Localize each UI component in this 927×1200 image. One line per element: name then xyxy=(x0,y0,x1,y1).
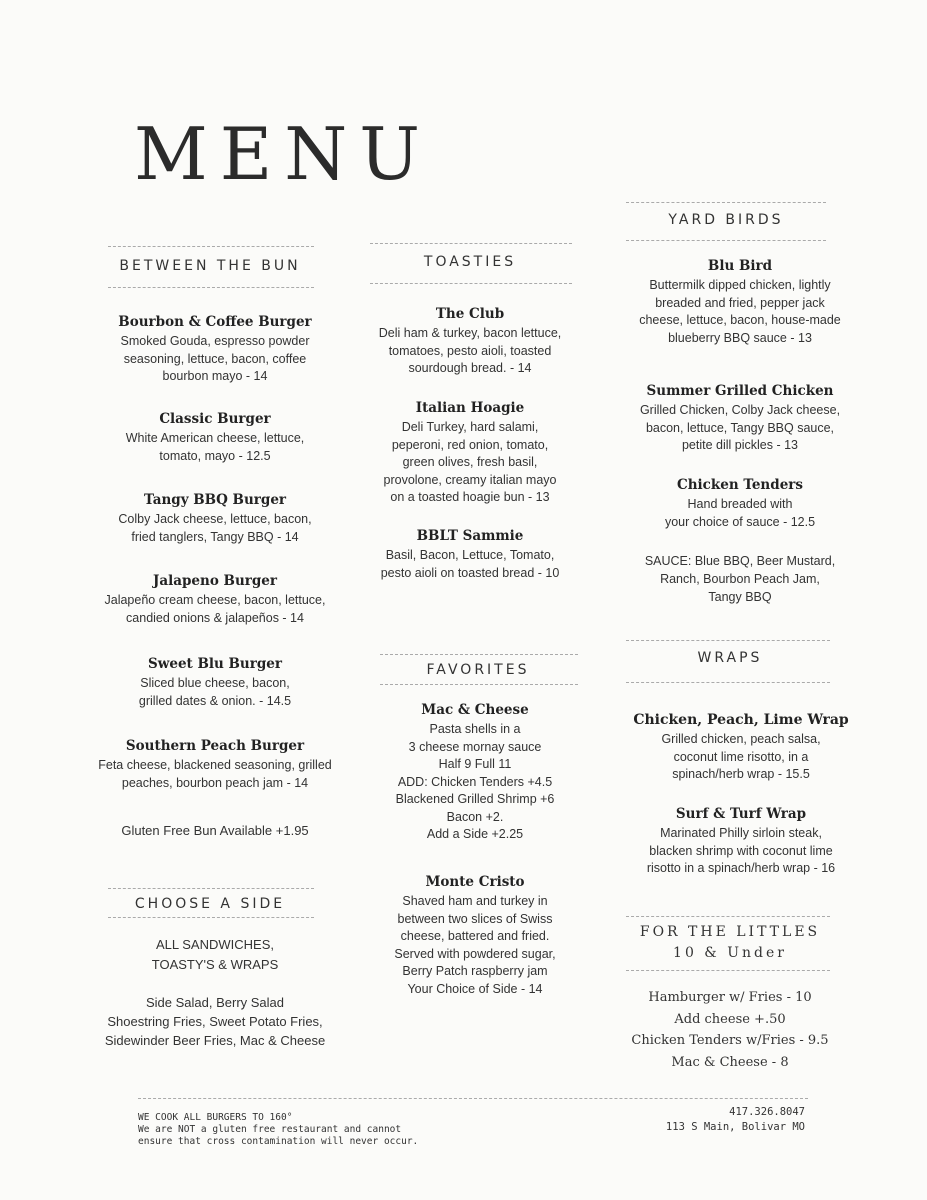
menu-item xyxy=(70,738,360,822)
section-heading-toasties: TOASTIES xyxy=(423,254,517,270)
item-name: Tangy BBQ Burger xyxy=(143,492,287,508)
item-name: Classic Burger xyxy=(159,411,271,427)
divider xyxy=(380,684,578,685)
section-subheading-age: 10 & Under xyxy=(673,945,787,961)
menu-item xyxy=(70,656,360,738)
item-description: Deli Turkey, hard salami, peperoni, red onion, tomato, green olives, fresh basil, provolone, creamy italian mayo on a toasted hoagie bun - 13 xyxy=(383,420,557,504)
footer-phone: 417.326.8047 xyxy=(729,1106,805,1118)
item-description: Smoked Gouda, espresso powder seasoning, lettuce, bacon, coffee bourbon mayo - 14 xyxy=(120,334,310,383)
divider xyxy=(370,243,572,244)
item-description: Grilled Chicken, Colby Jack cheese, bacon, lettuce, Tangy BBQ sauce, petite dill pickles - 13 xyxy=(639,403,841,452)
item-name: BBLT Sammie xyxy=(416,528,524,544)
footer-address: 113 S Main, Bolivar MO xyxy=(665,1121,805,1133)
menu-item xyxy=(610,712,872,806)
item-description: Shaved ham and turkey in between two slices of Swiss cheese, battered and fried. Served with powdered sugar, Berry Patch raspberry jam Your Choice of Side - 14 xyxy=(394,894,556,996)
menu-item xyxy=(70,411,360,492)
menu-item xyxy=(610,806,872,878)
divider xyxy=(626,970,830,971)
section-heading-wraps: WRAPS xyxy=(697,650,763,666)
item-description: Grilled chicken, peach salsa, coconut lime risotto, in a spinach/herb wrap - 15.5 xyxy=(661,732,821,781)
toasties-list xyxy=(345,306,595,582)
footer-divider xyxy=(138,1098,808,1099)
item-name: Chicken, Peach, Lime Wrap xyxy=(633,712,849,728)
menu-item xyxy=(610,477,870,552)
item-name: Chicken Tenders xyxy=(676,477,803,493)
divider xyxy=(108,888,314,889)
divider xyxy=(626,202,826,203)
item-name: Surf & Turf Wrap xyxy=(675,806,807,822)
item-name: Jalapeno Burger xyxy=(152,573,278,589)
divider xyxy=(380,654,578,655)
divider xyxy=(108,246,314,247)
yard-birds-list xyxy=(610,258,870,606)
divider xyxy=(108,917,314,918)
item-description: Buttermilk dipped chicken, lightly breaded and fried, pepper jack cheese, lettuce, bacon, house-made blueberry BBQ sauce - 13 xyxy=(639,278,841,345)
item-description: Colby Jack cheese, lettuce, bacon, fried tanglers, Tangy BBQ - 14 xyxy=(118,512,312,544)
item-description: Feta cheese, blackened seasoning, grilled peaches, bourbon peach jam - 14 xyxy=(98,758,332,790)
between-the-bun-list xyxy=(70,314,360,840)
menu-item xyxy=(70,573,360,656)
divider xyxy=(626,682,830,683)
divider xyxy=(626,240,826,241)
item-name: Southern Peach Burger xyxy=(125,738,305,754)
item-name: Mac & Cheese xyxy=(421,702,529,718)
section-heading-favorites: FAVORITES xyxy=(426,662,530,678)
divider xyxy=(626,640,830,641)
section-heading-yard-birds: YARD BIRDS xyxy=(668,212,784,228)
side-intro: ALL SANDWICHES, TOASTY'S & WRAPS xyxy=(151,937,279,972)
menu-item xyxy=(345,306,595,400)
menu-item xyxy=(70,492,360,573)
item-description: Pasta shells in a 3 cheese mornay sauce Half 9 Full 11 ADD: Chicken Tenders +4.5 Blackened Grilled Shrimp +6 Bacon +2. Add a Side +2.25 xyxy=(395,722,555,841)
menu-item xyxy=(345,528,595,582)
sauce-options: SAUCE: Blue BBQ, Beer Mustard, Ranch, Bourbon Peach Jam, Tangy BBQ xyxy=(644,554,836,604)
item-name: Sweet Blu Burger xyxy=(147,656,283,672)
menu-item xyxy=(70,314,360,411)
wraps-list xyxy=(610,712,872,878)
menu-item xyxy=(345,400,595,528)
item-description: Sliced blue cheese, bacon, grilled dates & onion. - 14.5 xyxy=(138,676,292,708)
divider xyxy=(108,287,314,288)
footer-notice: WE COOK ALL BURGERS TO 160° We are NOT a gluten free restaurant and cannot ensure that cross contamination will never occur. xyxy=(138,1112,419,1147)
item-name: The Club xyxy=(435,306,505,322)
page-title: MENU xyxy=(134,112,432,196)
divider xyxy=(626,916,830,917)
section-heading-between-the-bun: BETWEEN THE BUN xyxy=(119,258,301,274)
item-description: Marinated Philly sirloin steak, blacken shrimp with coconut lime risotto in a spinach/herb wrap - 16 xyxy=(646,826,836,875)
item-name: Bourbon & Coffee Burger xyxy=(118,314,312,330)
item-name: Summer Grilled Chicken xyxy=(646,383,834,399)
menu-item xyxy=(610,258,870,383)
item-name: Monte Cristo xyxy=(425,874,525,890)
menu-item xyxy=(350,702,600,874)
item-name: Blu Bird xyxy=(707,258,773,274)
section-heading-for-the-littles: FOR THE LITTLES xyxy=(639,924,821,940)
divider xyxy=(370,283,572,284)
side-options: Side Salad, Berry Salad Shoestring Fries, Sweet Potato Fries, Sidewinder Beer Fries, Mac & Cheese xyxy=(104,995,326,1048)
item-description: Hand breaded with your choice of sauce - 12.5 xyxy=(664,497,816,529)
menu-item xyxy=(350,874,600,998)
gluten-free-note: Gluten Free Bun Available +1.95 xyxy=(121,823,309,838)
kids-menu-items: Hamburger w/ Fries - 10 Add cheese +.50 Chicken Tenders w/Fries - 9.5 Mac & Cheese - 8 xyxy=(631,990,829,1070)
item-description: Basil, Bacon, Lettuce, Tomato, pesto aioli on toasted bread - 10 xyxy=(380,548,560,580)
menu-item xyxy=(610,383,870,477)
item-name: Italian Hoagie xyxy=(415,400,525,416)
favorites-list xyxy=(350,702,600,998)
item-description: Deli ham & turkey, bacon lettuce, tomatoes, pesto aioli, toasted sourdough bread. - 14 xyxy=(378,326,562,375)
item-description: Jalapeño cream cheese, bacon, lettuce, candied onions & jalapeños - 14 xyxy=(104,593,326,625)
section-heading-choose-a-side: CHOOSE A SIDE xyxy=(134,896,286,912)
item-description: White American cheese, lettuce, tomato, mayo - 12.5 xyxy=(125,431,305,463)
